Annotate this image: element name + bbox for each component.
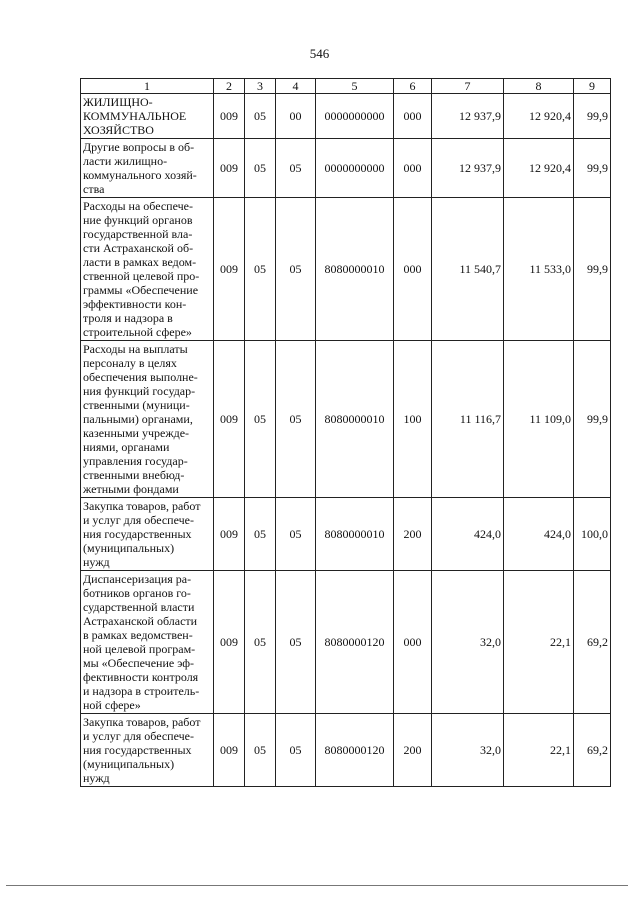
cell-executed: 22,1 [504,571,574,714]
row-description: Расходы на обеспече- ние функций органов государственной вла- сти Астраханской об- ласти в рамках ведом- ственной целевой про- граммы «Обеспечение эффективности кон- троля и надзора в строительной сфере» [81,198,214,341]
table-row [81,341,611,498]
cell-target-article: 8080000010 [316,498,394,571]
cell-expense-type: 100 [394,341,432,498]
row-description: Расходы на выплаты персоналу в целях обеспечения выполне- ния функций государ- ственными (муници- пальными) органами, казенными учрежде- ниями, органами управления государ- ственными внебюд- жетными фондами [81,341,214,498]
cell-percent: 69,2 [574,714,611,787]
cell-ministry-code: 009 [214,139,245,198]
cell-executed: 11 533,0 [504,198,574,341]
cell-expense-type: 000 [394,94,432,139]
cell-section: 05 [245,498,276,571]
cell-section: 05 [245,341,276,498]
table-row [81,498,611,571]
cell-expense-type: 200 [394,714,432,787]
header-row [81,79,611,94]
header-cell-2: 2 [214,79,245,94]
header-cell-1: 1 [81,79,214,94]
cell-ministry-code: 009 [214,714,245,787]
cell-target-article: 8080000120 [316,571,394,714]
row-description: Закупка товаров, работ и услуг для обеспече- ния государственных (муниципальных) нужд [81,498,214,571]
cell-target-article: 8080000120 [316,714,394,787]
cell-percent: 100,0 [574,498,611,571]
page-number: 546 [309,46,330,61]
cell-target-article: 8080000010 [316,341,394,498]
cell-subsection: 05 [276,198,316,341]
row-description: Другие вопросы в об- ласти жилищно- коммунального хозяй- ства [81,139,214,198]
cell-executed: 11 109,0 [504,341,574,498]
cell-section: 05 [245,94,276,139]
cell-subsection: 05 [276,498,316,571]
cell-ministry-code: 009 [214,571,245,714]
cell-percent: 99,9 [574,94,611,139]
budget-table [80,78,611,787]
cell-executed: 22,1 [504,714,574,787]
cell-expense-type: 000 [394,571,432,714]
table-row [81,571,611,714]
table-row [81,94,611,139]
cell-target-article: 8080000010 [316,198,394,341]
cell-planned: 12 937,9 [432,94,504,139]
cell-ministry-code: 009 [214,94,245,139]
cell-subsection: 00 [276,94,316,139]
cell-section: 05 [245,714,276,787]
cell-expense-type: 200 [394,498,432,571]
cell-ministry-code: 009 [214,341,245,498]
cell-planned: 12 937,9 [432,139,504,198]
cell-section: 05 [245,139,276,198]
cell-expense-type: 000 [394,198,432,341]
cell-target-article: 0000000000 [316,139,394,198]
cell-section: 05 [245,198,276,341]
header-cell-3: 3 [245,79,276,94]
cell-percent: 69,2 [574,571,611,714]
cell-percent: 99,9 [574,341,611,498]
cell-percent: 99,9 [574,139,611,198]
table-row [81,198,611,341]
cell-target-article: 0000000000 [316,94,394,139]
row-description: Закупка товаров, работ и услуг для обеспече- ния государственных (муниципальных) нужд [81,714,214,787]
header-cell-6: 6 [394,79,432,94]
cell-subsection: 05 [276,714,316,787]
header-cell-4: 4 [276,79,316,94]
cell-planned: 32,0 [432,571,504,714]
cell-ministry-code: 009 [214,498,245,571]
cell-executed: 424,0 [504,498,574,571]
header-cell-8: 8 [504,79,574,94]
cell-planned: 32,0 [432,714,504,787]
cell-expense-type: 000 [394,139,432,198]
table-row [81,139,611,198]
cell-executed: 12 920,4 [504,94,574,139]
header-cell-7: 7 [432,79,504,94]
cell-executed: 12 920,4 [504,139,574,198]
cell-planned: 424,0 [432,498,504,571]
cell-subsection: 05 [276,341,316,498]
header-cell-5: 5 [316,79,394,94]
row-description: Диспансеризация ра- ботников органов го- сударственной власти Астраханской области в рамках ведомствен- ной целевой програм- мы «Обеспечение эф- фективности контроля и надзора в строитель- ной сфере» [81,571,214,714]
table-row [81,714,611,787]
header-cell-9: 9 [574,79,611,94]
cell-percent: 99,9 [574,198,611,341]
cell-subsection: 05 [276,139,316,198]
cell-planned: 11 116,7 [432,341,504,498]
cell-section: 05 [245,571,276,714]
row-description: ЖИЛИЩНО- КОММУНАЛЬНОЕ ХОЗЯЙСТВО [81,94,214,139]
cell-ministry-code: 009 [214,198,245,341]
cell-planned: 11 540,7 [432,198,504,341]
page-bottom-rule [6,885,628,886]
cell-subsection: 05 [276,571,316,714]
